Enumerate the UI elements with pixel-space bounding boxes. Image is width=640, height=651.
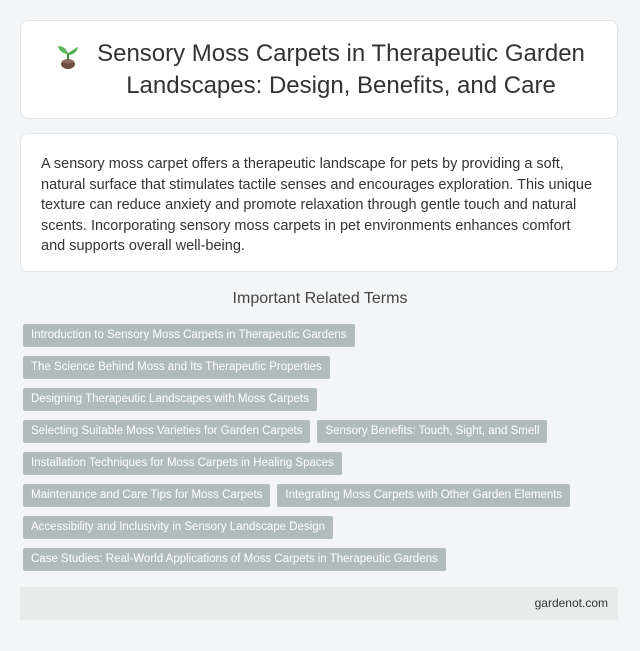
term-tag[interactable]: Introduction to Sensory Moss Carpets in Therapeutic Gardens <box>23 324 355 347</box>
term-row <box>23 516 623 539</box>
page-title-line-2: Landscapes: Design, Benefits, and Care <box>126 71 556 99</box>
title-wrap <box>53 38 585 102</box>
term-tag[interactable]: Integrating Moss Carpets with Other Garden Elements <box>277 484 570 507</box>
page-title <box>97 38 585 102</box>
related-terms-heading: Important Related Terms <box>232 290 408 307</box>
term-tag[interactable]: Designing Therapeutic Landscapes with Moss Carpets <box>23 388 317 411</box>
term-row <box>23 548 623 571</box>
footer-site-link[interactable]: gardenot.com <box>534 596 608 610</box>
description-text: A sensory moss carpet offers a therapeutic landscape for pets by providing a soft, natural surface that stimulates tactile senses and encourages exploration. This unique texture can reduce anxiety and promote relaxation through gentle touch and natural scents. Incorporating sensory moss carpets in pet environments enhances comfort and supports overall well-being. <box>41 156 593 255</box>
term-row <box>23 324 623 347</box>
term-row <box>23 356 623 379</box>
term-row <box>23 420 623 443</box>
title-card <box>20 20 618 119</box>
term-tag[interactable]: Selecting Suitable Moss Varieties for Garden Carpets <box>23 420 310 443</box>
term-row <box>23 452 623 475</box>
term-tag[interactable]: Installation Techniques for Moss Carpets in Healing Spaces <box>23 452 342 475</box>
page-title-line-1: Sensory Moss Carpets in Therapeutic Garden <box>97 39 585 67</box>
term-tag[interactable]: Sensory Benefits: Touch, Sight, and Smell <box>317 420 547 443</box>
related-terms-list <box>23 324 623 580</box>
term-row <box>23 388 623 411</box>
footer <box>20 587 618 620</box>
term-tag[interactable]: Accessibility and Inclusivity in Sensory Landscape Design <box>23 516 333 539</box>
sprout-icon <box>53 42 83 72</box>
description-card <box>20 133 618 272</box>
term-row <box>23 484 623 507</box>
term-tag[interactable]: Case Studies: Real-World Applications of Moss Carpets in Therapeutic Gardens <box>23 548 446 571</box>
term-tag[interactable]: The Science Behind Moss and Its Therapeutic Properties <box>23 356 330 379</box>
term-tag[interactable]: Maintenance and Care Tips for Moss Carpets <box>23 484 270 507</box>
